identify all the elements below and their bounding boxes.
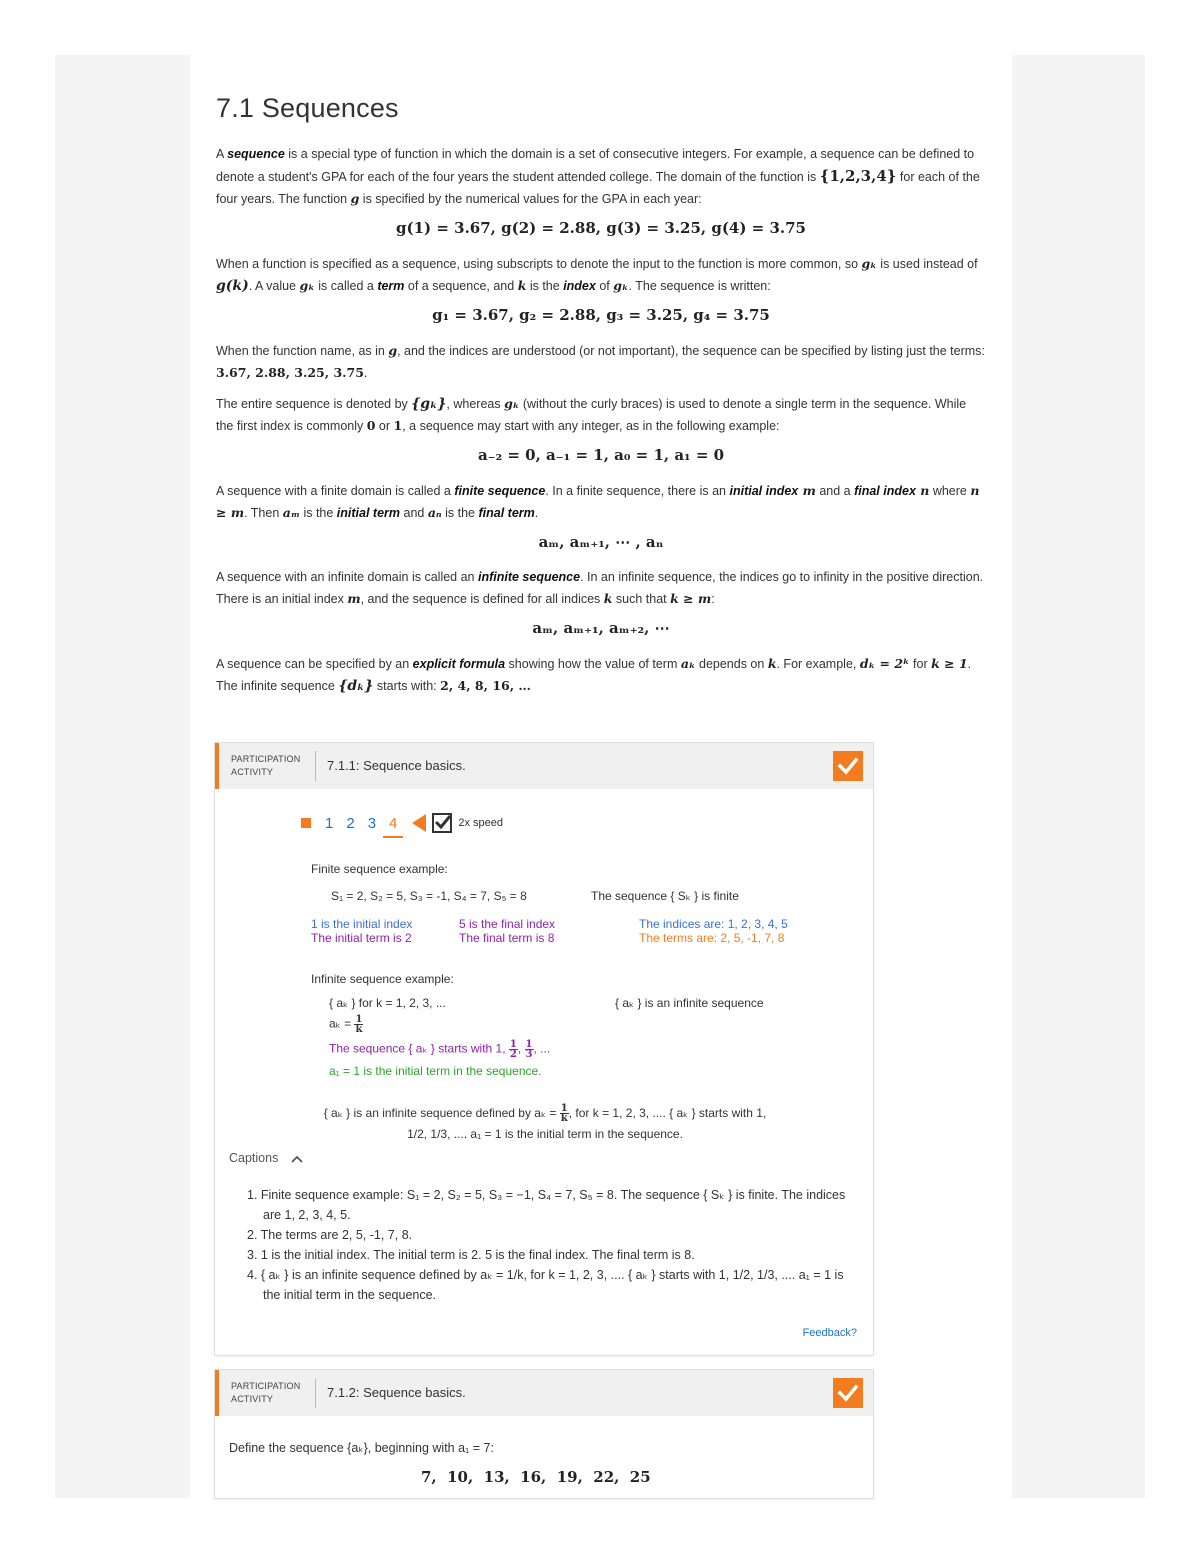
activity-tag: PARTICIPATION ACTIVITY [231,1381,301,1404]
caption-item: 2. The terms are 2, 5, -1, 7, 8. [247,1228,413,1242]
terms-note: The terms are: 2, 5, -1, 7, 8 [639,931,785,945]
stop-button[interactable] [301,818,311,828]
captions-toggle[interactable]: Captions [229,1151,304,1165]
checkmark-icon [433,812,453,832]
divider [315,751,316,781]
final-index-note: 5 is the final index [459,917,556,931]
caption-item: 1. Finite sequence example: S₁ = 2, S₂ = 5, S₃ = −1, S₄ = 7, S₅ = 8. The sequence { Sₖ } is finite. The indices are 1, 2, 3, 4, 5. [247,1188,846,1222]
fraction-1-over-3: $\frac{1}{3}$ [525,1039,533,1060]
paragraph-subscript-notation: When a function is specified as a sequence, using subscripts to denote the input to the function is more common, so gₖ is used instead of g(k). A value gₖ is called a term of a sequence, and k is the index of gₖ. The sequence is written: [216,255,978,294]
finite-terms: S₁ = 2, S₂ = 5, S₃ = -1, S₄ = 7, S₅ = 8 [331,889,527,903]
participation-activity-1 [215,743,873,1355]
step-4-button[interactable]: 4 [389,814,398,832]
paragraph-explicit-formula: A sequence can be specified by an explicit formula showing how the value of term aₖ depends on k. For example, dₖ = 2ᵏ for k ≥ 1. The infinite sequence {dₖ} starts with: 2, 4, 8, 16, … [216,655,972,694]
final-term-note: The final term is 8 [459,931,555,945]
caption-item: 3. 1 is the initial index. The initial term is 2. 5 is the final index. The final term is 8. [247,1248,695,1262]
speed-checkbox[interactable] [432,813,452,833]
initial-term-note: The initial term is 2 [311,931,412,945]
speed-label: 2x speed [458,817,504,829]
finite-label: Finite sequence example: [311,862,448,876]
fraction-1-over-2: $\frac{1}{2}$ [509,1039,517,1060]
step-1-button[interactable]: 1 [325,814,334,832]
activity-title: 7.1.1: Sequence basics. [327,758,466,773]
a1-initial-note: a₁ = 1 is the initial term in the sequence. [329,1064,542,1078]
infinite-note: { aₖ } is an infinite sequence [615,996,764,1010]
paragraph-listing-terms: When the function name, as in g, and the indices are understood (or not important), the sequence can be specified by listing just the terms: 3.67, 2.88, 3.25, 3.75. [216,342,985,380]
paragraph-entire-sequence: The entire sequence is denoted by {gₖ}, whereas gₖ (without the curly braces) is used to denote a single term in the sequence. While the first index is commonly 0 or 1, a sequence may start with any integer, as in the following example: [216,395,967,433]
caption-fraction-1-over-k: $\frac{1}{k}$ [560,1103,568,1125]
activity-header [215,1370,873,1416]
fraction-1-over-k: $\frac{1}{k}$ [355,1014,363,1035]
activity-prompt: Define the sequence {aₖ}, beginning with a₁ = 7: [229,1441,494,1455]
divider [315,1378,316,1408]
indices-note: The indices are: 1, 2, 3, 4, 5 [639,917,788,931]
ak-formula: aₖ = $\frac{1}{k}$ [329,1014,363,1035]
infinite-label: Infinite sequence example: [311,972,454,986]
back-arrow-icon[interactable] [412,814,426,832]
caption-item: 4. { aₖ } is an infinite sequence defined by aₖ = 1/k, for k = 1, 2, 3, .... { aₖ } starts with 1, 1/2, 1/3, .... a₁ = 1 is the initial term in the sequence. [247,1268,844,1302]
textbook-page [190,55,1012,1498]
feedback-link[interactable]: Feedback? [802,1327,857,1339]
equation-gpa-subscripts: g₁ = 3.67, g₂ = 2.88, g₃ = 3.25, g₄ = 3.75 [432,305,770,324]
section-title: 7.1 Sequences [216,93,399,123]
completion-check-icon [833,751,863,781]
section-content [216,55,986,706]
captions-list [247,1185,857,1305]
initial-index-note: 1 is the initial index [311,917,413,931]
step-3-button[interactable]: 3 [367,814,377,832]
chevron-up-icon [290,1154,304,1164]
animation-controls [301,811,503,835]
sequence-answer: 7, 10, 13, 16, 19, 22, 25 [421,1468,651,1486]
paragraph-sequence-definition: A sequence is a special type of function in which the domain is a set of consecutive integers. For example, a sequence can be defined to denote a student's GPA for each of the four years the student attended college. The domain of the function is {1,2,3,4} for each of the four years. The function g is specified by the numerical values for the GPA in each year: [216,147,980,206]
paragraph-infinite-sequence: A sequence with an infinite domain is called an infinite sequence. In an infinite sequence, the indices go to infinity in the positive direction. There is an initial index m, and the sequence is defined for all indices k such that k ≥ m: [216,569,984,606]
participation-activity-2 [215,1370,873,1498]
animation-caption: { aₖ } is an infinite sequence defined by aₖ = $\frac{1}{k}$ , for k = 1, 2, 3, .... { aₖ } starts with 1, 1/2, 1/3, .... a₁ = 1 is the initial term in the sequence. [323,1103,767,1141]
equation-gpa-function: g(1) = 3.67, g(2) = 2.88, g(3) = 3.25, g(4) = 3.75 [396,218,806,237]
activity-tag: PARTICIPATION ACTIVITY [231,754,301,777]
step-2-button[interactable]: 2 [346,814,355,832]
infinite-start-note: The sequence { aₖ } starts with 1, $\frac{1}{2}$ , $\frac{1}{3}$ , ... [329,1039,551,1060]
equation-infinite-terms: aₘ, aₘ₊₁, aₘ₊₂, ⋯ [532,618,670,637]
infinite-definition: { aₖ } for k = 1, 2, 3, ... [329,996,446,1010]
equation-negative-indices: a₋₂ = 0, a₋₁ = 1, a₀ = 1, a₁ = 0 [477,445,725,464]
finite-note: The sequence { Sₖ } is finite [591,889,739,903]
activity-title: 7.1.2: Sequence basics. [327,1385,466,1400]
completion-check-icon [833,1378,863,1408]
paragraph-finite-sequence: A sequence with a finite domain is called a finite sequence. In a finite sequence, there is an initial index m and a final index n where n ≥ m. Then aₘ is the initial term and aₙ is the final term. [216,482,980,520]
equation-finite-terms: aₘ, aₘ₊₁, ⋯ , aₙ [538,532,664,551]
activity-header [215,743,873,789]
